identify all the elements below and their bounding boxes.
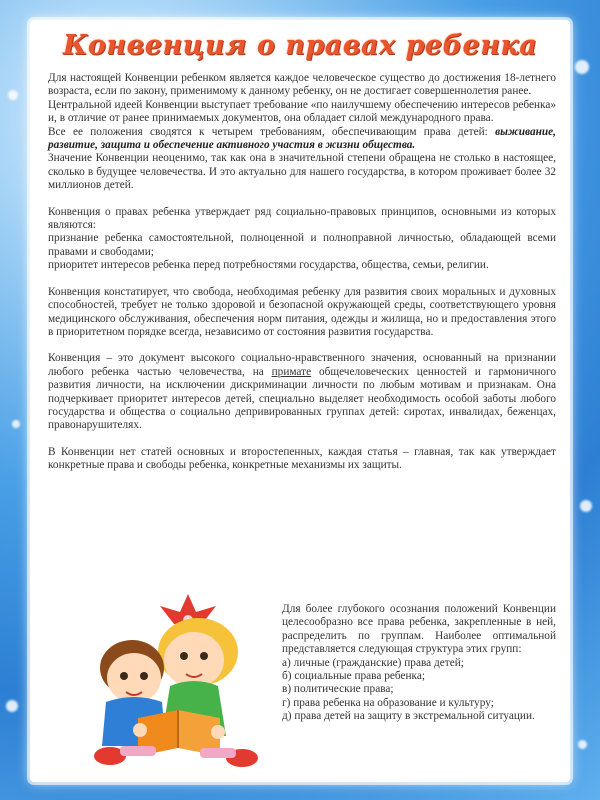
paragraph: Для более глубокого осознания положений Конвенции целесообразно все права ребенка, закрепленные в ней, распределить по группам. Наиболее оптимальной представляется следующая структура этих групп:: [282, 603, 556, 656]
document-page: [30, 20, 570, 782]
list-item: б) социальные права ребенка;: [282, 670, 425, 683]
page-title: Конвенция о правах ребенка: [62, 30, 538, 61]
children-reading-illustration: [70, 590, 280, 775]
paragraph: В Конвенции нет статей основных и второстепенных, каждая статья – главная, так как утверждает конкретные права и свободы ребенка, конкретные механизмы их защиты.: [48, 445, 556, 472]
snow-sparkle: [12, 420, 20, 428]
paragraph-text: общечеловеческих ценностей и гармоничного развития личности, на исключении дискриминации личности по любым мотивам и признакам. Она подчеркивает приоритет интересов детей, специально выделяет необходимость особой заботы любого государства и общества о социально депривированных группах детей: сиротах, инвалидах, беженцах, правонарушителях.: [48, 365, 557, 432]
paragraph: [48, 352, 556, 432]
snow-sparkle: [580, 500, 592, 512]
snow-sparkle: [575, 60, 589, 74]
paragraph: приоритет интересов ребенка перед потребностями государства, общества, семьи, религии.: [48, 259, 489, 272]
paragraph-text: Конвенция – это документ высокого социально-нравственного значения, основанный на признании любого ребенка частью человечества, на: [48, 352, 556, 378]
paragraph: Конвенция о правах ребенка утверждает ряд социально-правовых принципов, основными из которых являются:: [48, 205, 556, 232]
list-item: в) политические права;: [282, 683, 394, 696]
paragraph: Центральной идеей Конвенции выступает требование «по наилучшему обеспечению интересов ребенка» и, в отличие от ранее принимаемых документов, она обладает силой международного права.: [48, 98, 556, 125]
list-item: г) права ребенка на образование и культуру;: [282, 696, 494, 709]
underlined-word: примате: [271, 365, 312, 378]
rights-groups-block: [282, 603, 556, 724]
paragraph: Для настоящей Конвенции ребенком является каждое человеческое существо до достижения 18-летнего возраста, если по закону, применимому к данному ребенку, он не достигает совершеннолетия ранее.: [48, 72, 556, 98]
paragraph: Значение Конвенции неоценимо, так как она в значительной степени обращена не столько в настоящее, сколько в будущее человечества. И это актуально для нашего государства, в котором проживает более 32 миллионов детей.: [48, 152, 556, 192]
paragraph: Конвенция констатирует, что свобода, необходимая ребенку для развития своих моральных и духовных способностей, требует не только здоровой и безопасной окружающей среды, соответствующего уровня медицинского обслуживания, обеспечения норм питания, одежды и жилища, но и предоставления этого в приоритетном порядке всегда, независимо от состояния развития государства.: [48, 285, 556, 338]
emphasis-text: выживание, развитие, защита и обеспечение активного участия в жизни общества.: [48, 125, 556, 152]
document-body: [48, 72, 556, 473]
list-item: а) личные (гражданские) права детей;: [282, 656, 464, 669]
snow-sparkle: [6, 700, 18, 712]
list-item: д) права детей на защиту в экстремальной ситуации.: [282, 710, 535, 723]
paragraph-text: Все ее положения сводятся к четырем требованиям, обеспечивающим права детей:: [48, 125, 488, 138]
snow-sparkle: [8, 90, 18, 100]
snow-sparkle: [578, 740, 587, 749]
paragraph: признание ребенка самостоятельной, полноценной и полноправной личностью, обладающей всеми правами и свободами;: [48, 232, 556, 258]
paragraph: [48, 126, 556, 153]
